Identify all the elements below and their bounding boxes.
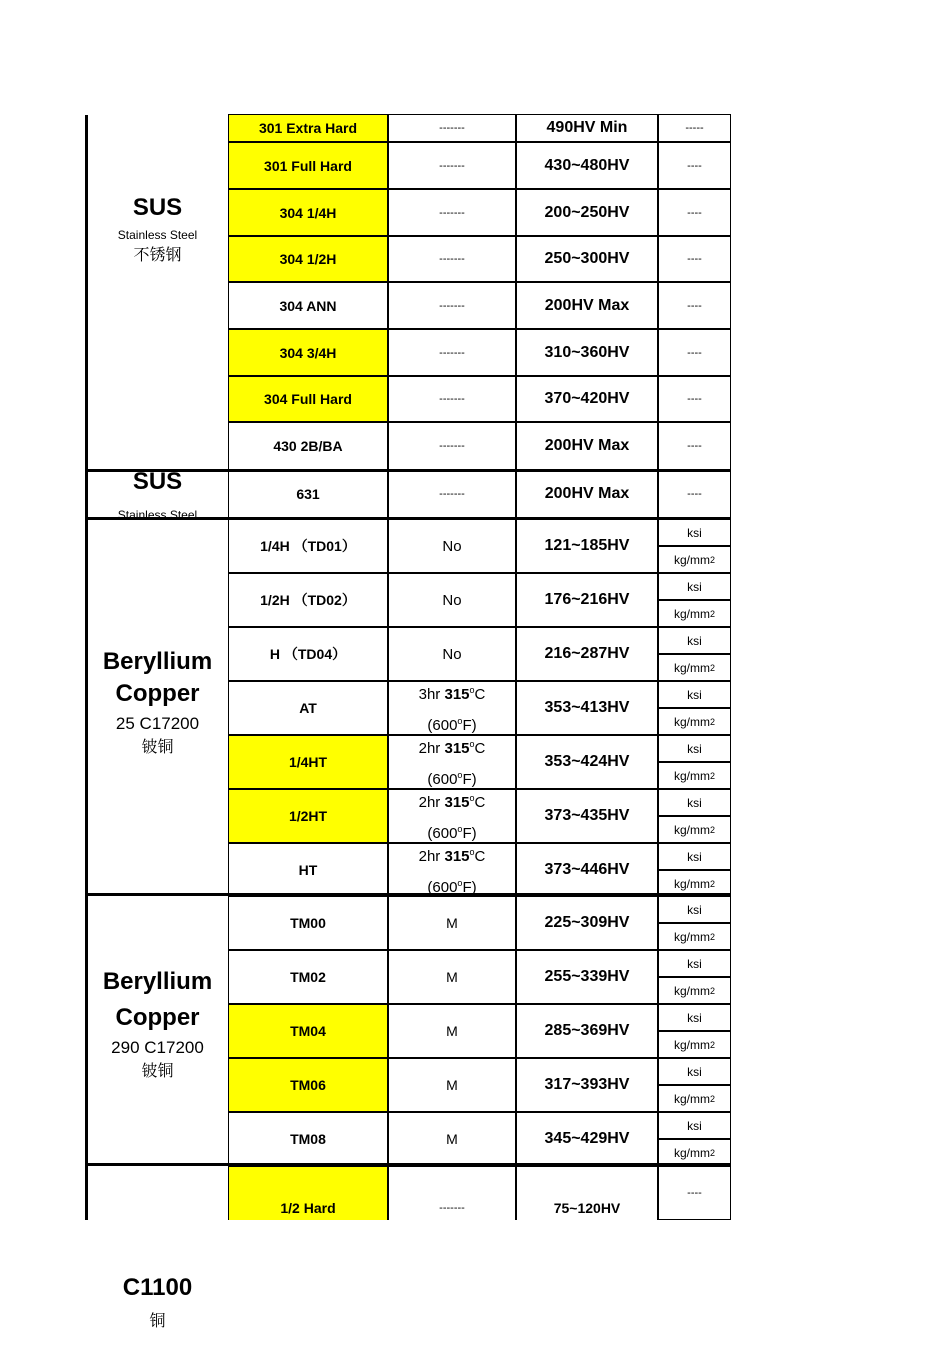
- material-cn: 铍铜: [141, 1061, 174, 1080]
- temper-cell: 1/2 Hard: [228, 1166, 388, 1220]
- spec-cell: -------: [388, 114, 516, 142]
- material-en: Stainless Steel: [117, 508, 198, 522]
- extra-cell: ----: [658, 142, 731, 189]
- heat-time: 3hr: [418, 686, 445, 703]
- hardness-cell: 216~287HV: [516, 627, 658, 681]
- unit-kgmm2: [658, 546, 731, 573]
- temper-cell: TM00: [228, 896, 388, 950]
- heat-treatment: [419, 677, 486, 739]
- unit-exponent: 2: [709, 1093, 715, 1104]
- degree-sign: o: [469, 847, 475, 857]
- unit-ksi: ksi: [658, 1058, 731, 1085]
- unit-exponent: 2: [709, 824, 715, 835]
- material-title-2: Copper: [115, 680, 200, 707]
- unit-label: kg/mm: [673, 876, 710, 891]
- hardness-cell: 370~420HV: [516, 376, 658, 422]
- temper-cell: 304 ANN: [228, 282, 388, 329]
- temper-cell: 304 Full Hard: [228, 376, 388, 422]
- degree-sign: o: [469, 739, 475, 749]
- heat-time-temp: [419, 839, 486, 870]
- hardness-cell: 353~424HV: [516, 735, 658, 789]
- material-cn: 铜: [149, 1311, 166, 1330]
- extra-cell: ----: [658, 189, 731, 236]
- temper-cell: TM02: [228, 950, 388, 1004]
- unit-ksi: ksi: [658, 573, 731, 600]
- unit-kgmm2: [658, 1031, 731, 1058]
- temper-cell: 301 Full Hard: [228, 142, 388, 189]
- unit-label: kg/mm: [673, 660, 710, 675]
- unit-kgmm2: [658, 1139, 731, 1166]
- unit-kgmm2: [658, 816, 731, 843]
- hardness-cell: 345~429HV: [516, 1112, 658, 1166]
- temper-cell: HT: [228, 843, 388, 897]
- material-title-1: Beryllium: [102, 968, 213, 995]
- unit-ksi: ksi: [658, 735, 731, 762]
- heat-treatment-cell: [388, 789, 516, 843]
- hardness-cell: 255~339HV: [516, 950, 658, 1004]
- heat-time-temp: [419, 731, 486, 762]
- unit-exponent: 2: [709, 770, 715, 781]
- spec-cell: M: [388, 1004, 516, 1058]
- material-title: SUS: [132, 194, 183, 221]
- heat-treatment: [419, 731, 486, 793]
- fahrenheit-value: (600: [427, 771, 458, 788]
- degree-sign: o: [469, 793, 475, 803]
- hardness-cell: 310~360HV: [516, 329, 658, 376]
- material-c1100: [88, 1272, 227, 1331]
- temper-cell: 1/2H （TD02）: [228, 573, 388, 627]
- extra-cell: -----: [658, 114, 731, 142]
- heat-treatment-cell: [388, 681, 516, 735]
- temper-cell: 631: [228, 470, 388, 518]
- hardness-cell: 200HV Max: [516, 422, 658, 470]
- unit-kgmm2: [658, 600, 731, 627]
- heat-time-temp: [419, 677, 486, 708]
- heat-time: 2hr: [418, 848, 445, 865]
- unit-exponent: 2: [709, 985, 715, 996]
- unit-ksi: ksi: [658, 627, 731, 654]
- spec-cell: No: [388, 627, 516, 681]
- unit-exponent: 2: [709, 608, 715, 619]
- degree-sign: o: [457, 878, 463, 888]
- hardness-cell: 200HV Max: [516, 470, 658, 518]
- degree-sign: o: [457, 716, 463, 726]
- material-sus: [88, 192, 227, 265]
- unit-ksi: ksi: [658, 896, 731, 923]
- temper-cell: 1/2HT: [228, 789, 388, 843]
- spec-cell: -------: [388, 189, 516, 236]
- degree-sign: o: [457, 770, 463, 780]
- heat-treatment: [419, 839, 486, 901]
- extra-cell: ----: [658, 282, 731, 329]
- material-cn: 不锈钢: [133, 245, 182, 264]
- temper-cell: AT: [228, 681, 388, 735]
- heat-time-temp: [419, 785, 486, 816]
- hardness-cell: 317~393HV: [516, 1058, 658, 1112]
- unit-exponent: 2: [709, 662, 715, 673]
- hardness-cell: 373~435HV: [516, 789, 658, 843]
- spec-cell: -------: [388, 1166, 516, 1220]
- hardness-cell: 75~120HV: [516, 1166, 658, 1220]
- unit-kgmm2: [658, 654, 731, 681]
- temper-cell: TM06: [228, 1058, 388, 1112]
- spec-cell: -------: [388, 470, 516, 518]
- heat-treatment: [419, 785, 486, 847]
- celsius: C: [474, 740, 486, 757]
- spec-cell: -------: [388, 376, 516, 422]
- fahrenheit-value: (600: [427, 879, 458, 896]
- heat-time: 2hr: [418, 794, 445, 811]
- unit-ksi: ksi: [658, 1112, 731, 1139]
- spec-cell: M: [388, 1058, 516, 1112]
- material-title-2: Copper: [115, 1004, 200, 1031]
- material-cn: 铍铜: [141, 737, 174, 756]
- unit-ksi: ksi: [658, 1004, 731, 1031]
- temper-cell: H （TD04）: [228, 627, 388, 681]
- unit-label: kg/mm: [673, 1091, 710, 1106]
- spec-cell: M: [388, 896, 516, 950]
- heat-temp: 315: [444, 848, 470, 865]
- extra-cell: ----: [658, 1166, 731, 1220]
- unit-ksi: ksi: [658, 789, 731, 816]
- fahrenheit-value: (600: [427, 717, 458, 734]
- unit-ksi: ksi: [658, 843, 731, 870]
- fahrenheit-unit: F): [462, 771, 477, 788]
- unit-ksi: ksi: [658, 519, 731, 546]
- hardness-cell: 176~216HV: [516, 573, 658, 627]
- hardness-cell: 200HV Max: [516, 282, 658, 329]
- spec-cell: -------: [388, 236, 516, 282]
- temper-cell: 430 2B/BA: [228, 422, 388, 470]
- material-en: Stainless Steel: [117, 228, 198, 242]
- extra-cell: ----: [658, 329, 731, 376]
- unit-label: kg/mm: [673, 552, 710, 567]
- spec-cell: M: [388, 1112, 516, 1166]
- unit-label: kg/mm: [673, 1037, 710, 1052]
- spec-cell: -------: [388, 282, 516, 329]
- unit-ksi: ksi: [658, 681, 731, 708]
- hardness-cell: 430~480HV: [516, 142, 658, 189]
- fahrenheit-unit: F): [462, 717, 477, 734]
- unit-exponent: 2: [709, 1147, 715, 1158]
- unit-label: kg/mm: [673, 714, 710, 729]
- material-sus-2: [88, 466, 227, 524]
- unit-kgmm2: [658, 977, 731, 1004]
- extra-cell: ----: [658, 376, 731, 422]
- celsius: C: [474, 794, 486, 811]
- unit-kgmm2: [658, 708, 731, 735]
- temper-cell: 304 3/4H: [228, 329, 388, 376]
- unit-kgmm2: [658, 762, 731, 789]
- unit-label: kg/mm: [673, 768, 710, 783]
- hardness-cell: 250~300HV: [516, 236, 658, 282]
- material-beryllium-25: [88, 646, 227, 757]
- unit-exponent: 2: [709, 1039, 715, 1050]
- unit-exponent: 2: [709, 931, 715, 942]
- material-title: C1100: [122, 1274, 193, 1301]
- heat-treatment-cell: [388, 735, 516, 789]
- material-grade: 290 C17200: [111, 1038, 204, 1057]
- material-beryllium-290: [88, 966, 227, 1081]
- degree-sign: o: [469, 685, 475, 695]
- temper-cell: 304 1/2H: [228, 236, 388, 282]
- heat-temp: 315: [444, 740, 470, 757]
- hardness-cell: 285~369HV: [516, 1004, 658, 1058]
- hardness-cell: 200~250HV: [516, 189, 658, 236]
- unit-label: kg/mm: [673, 1145, 710, 1160]
- unit-kgmm2: [658, 923, 731, 950]
- unit-kgmm2: [658, 870, 731, 897]
- spec-cell: -------: [388, 422, 516, 470]
- hardness-cell: 373~446HV: [516, 843, 658, 897]
- heat-time: 2hr: [418, 740, 445, 757]
- extra-cell: ----: [658, 422, 731, 470]
- celsius: C: [474, 848, 486, 865]
- unit-ksi: ksi: [658, 950, 731, 977]
- fahrenheit-value: (600: [427, 825, 458, 842]
- hardness-cell: 121~185HV: [516, 519, 658, 573]
- heat-treatment-cell: [388, 843, 516, 897]
- unit-kgmm2: [658, 1085, 731, 1112]
- extra-cell: ----: [658, 470, 731, 518]
- fahrenheit-unit: F): [462, 825, 477, 842]
- material-grade: 25 C17200: [115, 714, 200, 733]
- spec-cell: No: [388, 573, 516, 627]
- temper-cell: 1/4HT: [228, 735, 388, 789]
- celsius: C: [474, 686, 486, 703]
- extra-cell: ----: [658, 236, 731, 282]
- unit-label: kg/mm: [673, 822, 710, 837]
- hardness-cell: 225~309HV: [516, 896, 658, 950]
- unit-label: kg/mm: [673, 983, 710, 998]
- unit-exponent: 2: [709, 878, 715, 889]
- unit-label: kg/mm: [673, 606, 710, 621]
- spec-cell: -------: [388, 329, 516, 376]
- material-title: SUS: [132, 468, 183, 495]
- unit-label: kg/mm: [673, 929, 710, 944]
- hardness-cell: 353~413HV: [516, 681, 658, 735]
- temper-cell: TM04: [228, 1004, 388, 1058]
- temper-cell: 1/4H （TD01）: [228, 519, 388, 573]
- degree-sign: o: [457, 824, 463, 834]
- heat-temp: 315: [444, 686, 470, 703]
- fahrenheit-unit: F): [462, 879, 477, 896]
- spec-cell: No: [388, 519, 516, 573]
- hardness-cell: 490HV Min: [516, 114, 658, 142]
- temper-cell: TM08: [228, 1112, 388, 1166]
- material-title-1: Beryllium: [102, 648, 213, 675]
- heat-temp: 315: [444, 794, 470, 811]
- temper-cell: 304 1/4H: [228, 189, 388, 236]
- unit-exponent: 2: [709, 554, 715, 565]
- spec-cell: M: [388, 950, 516, 1004]
- spec-cell: -------: [388, 142, 516, 189]
- temper-cell: 301 Extra Hard: [228, 114, 388, 142]
- unit-exponent: 2: [709, 716, 715, 727]
